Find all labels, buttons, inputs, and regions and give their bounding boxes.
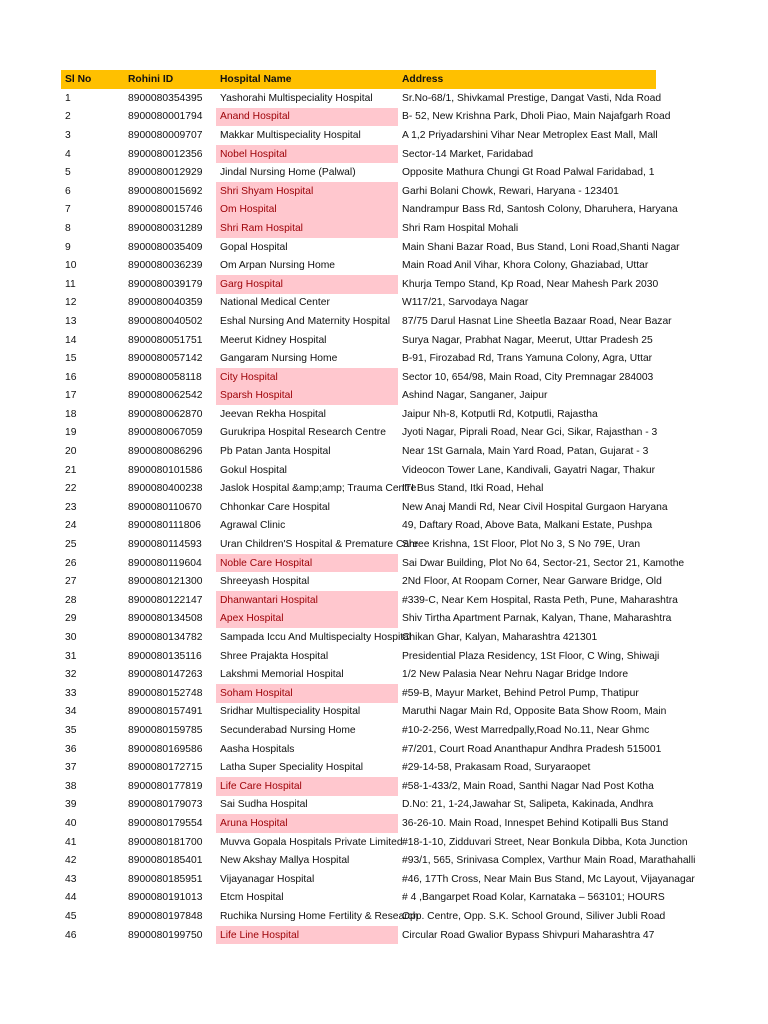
header-sl-no[interactable]: Sl No <box>61 70 124 89</box>
rohini-id-cell[interactable]: 8900080001794 <box>128 111 203 123</box>
hospital-name-cell[interactable]: Jaslok Hospital &amp;amp; Trauma Centre <box>220 483 417 495</box>
hospital-name-cell[interactable]: Meerut Kidney Hospital <box>220 334 327 346</box>
rohini-id-cell[interactable]: 8900080110670 <box>128 501 202 513</box>
table-row <box>61 108 656 127</box>
table-row <box>61 145 656 164</box>
rohini-id-cell[interactable]: 8900080009707 <box>128 129 203 141</box>
rohini-id-cell[interactable]: 8900080015692 <box>128 185 203 197</box>
table-row <box>61 796 656 815</box>
address-cell[interactable]: Opp. Centre, Opp. S.K. School Ground, Siliver Jubli Road <box>402 910 666 922</box>
table-row <box>61 665 656 684</box>
hospital-name-cell[interactable]: Lakshmi Memorial Hospital <box>220 669 344 681</box>
rohini-id-cell[interactable]: 8900080057142 <box>128 353 203 365</box>
table-row <box>61 628 656 647</box>
address-cell[interactable]: #339-C, Near Kem Hospital, Rasta Peth, Pune, Maharashtra <box>402 594 678 606</box>
hospital-name-cell[interactable]: Sridhar Multispeciality Hospital <box>220 706 361 718</box>
address-cell[interactable]: 87/75 Darul Hasnat Line Sheetla Bazaar Road, Near Bazar <box>402 315 672 327</box>
rohini-id-cell[interactable]: 8900080181700 <box>128 836 203 848</box>
hospital-spreadsheet <box>61 70 696 944</box>
hospital-name-cell[interactable]: Makkar Multispeciality Hospital <box>220 129 361 141</box>
hospital-name-cell[interactable]: Sampada Iccu And Multispecialty Hospital <box>220 632 412 644</box>
table-row <box>61 721 656 740</box>
rohini-id-cell[interactable]: 8900080067059 <box>128 427 203 439</box>
address-cell[interactable]: Sector-14 Market, Faridabad <box>402 148 534 160</box>
rohini-id-cell[interactable]: 8900080199750 <box>128 929 203 941</box>
sl-no-cell[interactable]: 25 <box>65 539 77 551</box>
hospital-name-cell[interactable]: Dhanwantari Hospital <box>216 591 398 610</box>
address-cell[interactable]: 2Nd Floor, At Roopam Corner, Near Garware Bridge, Old <box>402 576 662 588</box>
address-cell[interactable]: W117/21, Sarvodaya Nagar <box>402 297 529 309</box>
address-cell[interactable]: Jyoti Nagar, Piprali Road, Near Gci, Sikar, Rajasthan - 3 <box>402 427 658 439</box>
table-row <box>61 219 656 238</box>
table-row <box>61 517 656 536</box>
rohini-id-cell[interactable]: 8900080147263 <box>128 669 203 681</box>
table-row <box>61 479 656 498</box>
address-cell[interactable]: Shiv Tirtha Apartment Parnak, Kalyan, Thane, Maharashtra <box>402 613 672 625</box>
hospital-name-cell[interactable]: Aasha Hospitals <box>220 743 295 755</box>
table-row <box>61 610 656 629</box>
address-cell[interactable]: Opposite Mathura Chungi Gt Road Palwal Faridabad, 1 <box>402 167 655 179</box>
hospital-name-cell[interactable]: Ruchika Nursing Home Fertility & Research <box>220 910 419 922</box>
hospital-name-cell[interactable]: Uran Children'S Hospital & Premature Care <box>220 539 419 551</box>
hospital-name-cell[interactable]: Nobel Hospital <box>216 145 398 164</box>
address-cell[interactable]: Chikan Ghar, Kalyan, Maharashtra 421301 <box>402 632 598 644</box>
hospital-name-cell[interactable]: Apex Hospital <box>216 610 398 629</box>
header-address[interactable]: Address <box>398 70 656 89</box>
hospital-name-cell[interactable]: Sai Sudha Hospital <box>220 799 308 811</box>
table-row <box>61 684 656 703</box>
rohini-id-cell[interactable]: 8900080152748 <box>128 687 203 699</box>
sl-no-cell[interactable]: 6 <box>65 185 71 197</box>
table-row <box>61 572 656 591</box>
rohini-id-cell[interactable]: 8900080031289 <box>128 222 203 234</box>
table-row <box>61 777 656 796</box>
sl-no-cell[interactable]: 20 <box>65 446 77 458</box>
table-row <box>61 89 656 108</box>
table-row <box>61 256 656 275</box>
sl-no-cell[interactable]: 9 <box>65 241 71 253</box>
table-row <box>61 461 656 480</box>
rohini-id-cell[interactable]: 8900080134782 <box>128 632 203 644</box>
rohini-id-cell[interactable]: 8900080039179 <box>128 278 203 290</box>
table-row <box>61 331 656 350</box>
table-row <box>61 814 656 833</box>
table-body <box>61 89 696 944</box>
address-cell[interactable]: Shri Ram Hospital Mohali <box>402 222 519 234</box>
table-row <box>61 349 656 368</box>
address-cell[interactable]: Jaipur Nh-8, Kotputli Rd, Kotputli, Rajastha <box>402 408 598 420</box>
table-row <box>61 647 656 666</box>
sl-no-cell[interactable]: 14 <box>65 334 77 346</box>
sl-no-cell[interactable]: 34 <box>65 706 77 718</box>
rohini-id-cell[interactable]: 8900080086296 <box>128 446 203 458</box>
sl-no-cell[interactable]: 46 <box>65 929 77 941</box>
sl-no-cell[interactable]: 26 <box>65 557 77 569</box>
address-cell[interactable]: B- 52, New Krishna Park, Dholi Piao, Main Najafgarh Road <box>402 111 671 123</box>
address-cell[interactable]: Surya Nagar, Prabhat Nagar, Meerut, Uttar Pradesh 25 <box>402 334 653 346</box>
sl-no-cell[interactable]: 33 <box>65 687 77 699</box>
hospital-name-cell[interactable]: Life Line Hospital <box>216 926 398 945</box>
hospital-name-cell[interactable]: Gokul Hospital <box>220 464 287 476</box>
rohini-id-cell[interactable]: 8900080354395 <box>128 92 203 104</box>
hospital-name-cell[interactable]: Agrawal Clinic <box>220 520 286 532</box>
address-cell[interactable]: Ashind Nagar, Sanganer, Jaipur <box>402 390 548 402</box>
sl-no-cell[interactable]: 28 <box>65 594 77 606</box>
rohini-id-cell[interactable]: 8900080035409 <box>128 241 203 253</box>
sl-no-cell[interactable]: 4 <box>65 148 71 160</box>
address-cell[interactable]: Nandrampur Bass Rd, Santosh Colony, Dharuhera, Haryana <box>402 204 678 216</box>
address-cell[interactable]: Shree Krishna, 1St Floor, Plot No 3, S No 79E, Uran <box>402 539 641 551</box>
address-cell[interactable]: #93/1, 565, Srinivasa Complex, Varthur Main Road, Marathahalli <box>402 855 696 867</box>
rohini-id-cell[interactable]: 8900080111806 <box>128 520 201 532</box>
hospital-name-cell[interactable]: Yashorahi Multispeciality Hospital <box>220 92 373 104</box>
sl-no-cell[interactable]: 44 <box>65 892 77 904</box>
table-row <box>61 907 656 926</box>
address-cell[interactable]: Main Shani Bazar Road, Bus Stand, Loni Road,Shanti Nagar <box>402 241 680 253</box>
sl-no-cell[interactable]: 17 <box>65 390 77 402</box>
hospital-name-cell[interactable]: New Akshay Mallya Hospital <box>220 855 350 867</box>
address-cell[interactable]: 36-26-10. Main Road, Innespet Behind Kotipalli Bus Stand <box>402 817 669 829</box>
hospital-name-cell[interactable]: Anand Hospital <box>216 108 398 127</box>
hospital-table <box>61 70 696 944</box>
address-cell[interactable]: #29-14-58, Prakasam Road, Suryaraopet <box>402 762 591 774</box>
rohini-id-cell[interactable]: 8900080062870 <box>128 408 203 420</box>
table-row <box>61 591 656 610</box>
address-cell[interactable]: Presidential Plaza Residency, 1St Floor, C Wing, Shiwaji <box>402 650 660 662</box>
sl-no-cell[interactable]: 18 <box>65 408 77 420</box>
sl-no-cell[interactable]: 22 <box>65 483 77 495</box>
hospital-name-cell[interactable]: Pb Patan Janta Hospital <box>220 446 331 458</box>
hospital-name-cell[interactable]: Om Arpan Nursing Home <box>220 260 336 272</box>
table-row <box>61 201 656 220</box>
sl-no-cell[interactable]: 16 <box>65 371 77 383</box>
rohini-id-cell[interactable]: 8900080197848 <box>128 910 203 922</box>
hospital-name-cell[interactable]: Chhonkar Care Hospital <box>220 501 330 513</box>
hospital-name-cell[interactable]: Shree Prajakta Hospital <box>220 650 329 662</box>
address-cell[interactable]: Sector 10, 654/98, Main Road, City Premnagar 284003 <box>402 371 654 383</box>
address-cell[interactable]: #18-1-10, Zidduvari Street, Near Bonkula Dibba, Kota Junction <box>402 836 688 848</box>
sl-no-cell[interactable]: 29 <box>65 613 77 625</box>
hospital-name-cell[interactable]: Sparsh Hospital <box>216 387 398 406</box>
sl-no-cell[interactable]: 27 <box>65 576 77 588</box>
sl-no-cell[interactable]: 11 <box>65 278 76 290</box>
hospital-name-cell[interactable]: Eshal Nursing And Maternity Hospital <box>220 315 390 327</box>
hospital-name-cell[interactable]: National Medical Center <box>220 297 330 309</box>
hospital-name-cell[interactable]: Life Care Hospital <box>216 777 398 796</box>
sl-no-cell[interactable]: 38 <box>65 780 77 792</box>
address-cell[interactable]: ITI Bus Stand, Itki Road, Hehal <box>402 483 544 495</box>
rohini-id-cell[interactable]: 8900080185951 <box>128 873 203 885</box>
rohini-id-cell[interactable]: 8900080114593 <box>128 539 202 551</box>
rohini-id-cell[interactable]: 8900080040502 <box>128 315 203 327</box>
rohini-id-cell[interactable]: 8900080179073 <box>128 799 203 811</box>
table-row <box>61 294 656 313</box>
table-row <box>61 870 656 889</box>
rohini-id-cell[interactable]: 8900080015746 <box>128 204 203 216</box>
address-cell[interactable]: #58-1-433/2, Main Road, Santhi Nagar Nad Post Kotha <box>402 780 654 792</box>
address-cell[interactable]: 49, Daftary Road, Above Bata, Malkani Estate, Pushpa <box>402 520 653 532</box>
address-cell[interactable]: Sai Dwar Building, Plot No 64, Sector-21, Sector 21, Kamothe <box>402 557 685 569</box>
sl-no-cell[interactable]: 40 <box>65 817 77 829</box>
table-row <box>61 424 656 443</box>
hospital-name-cell[interactable]: Jindal Nursing Home (Palwal) <box>220 167 356 179</box>
address-cell[interactable]: Near 1St Garnala, Main Yard Road, Patan, Gujarat - 3 <box>402 446 649 458</box>
hospital-name-cell[interactable]: Muvva Gopala Hospitals Private Limited <box>220 836 403 848</box>
table-row <box>61 926 656 945</box>
address-cell[interactable]: Garhi Bolani Chowk, Rewari, Haryana - 123401 <box>402 185 619 197</box>
hospital-name-cell[interactable]: Jeevan Rekha Hospital <box>220 408 326 420</box>
header-hospital-name[interactable]: Hospital Name <box>216 70 398 89</box>
sl-no-cell[interactable]: 37 <box>65 762 77 774</box>
table-row <box>61 163 656 182</box>
address-cell[interactable]: #7/201, Court Road Ananthapur Andhra Pradesh 515001 <box>402 743 662 755</box>
sl-no-cell[interactable]: 1 <box>65 92 71 104</box>
sl-no-cell[interactable]: 31 <box>65 650 77 662</box>
sl-no-cell[interactable]: 39 <box>65 799 77 811</box>
sl-no-cell[interactable]: 42 <box>65 855 77 867</box>
rohini-id-cell[interactable]: 8900080400238 <box>128 483 203 495</box>
address-cell[interactable]: # 4 ,Bangarpet Road Kolar, Karnataka – 563101; HOURS <box>402 892 665 904</box>
address-cell[interactable]: 1/2 New Palasia Near Nehru Nagar Bridge Indore <box>402 669 629 681</box>
table-row <box>61 889 656 908</box>
hospital-name-cell[interactable]: Vijayanagar Hospital <box>220 873 315 885</box>
rohini-id-cell[interactable]: 8900080177819 <box>128 780 203 792</box>
table-row <box>61 387 656 406</box>
table-row <box>61 758 656 777</box>
rohini-id-cell[interactable]: 8900080191013 <box>128 892 203 904</box>
hospital-name-cell[interactable]: Noble Care Hospital <box>216 554 398 573</box>
address-cell[interactable]: #46, 17Th Cross, Near Main Bus Stand, Mc Layout, Vijayanagar <box>402 873 695 885</box>
rohini-id-cell[interactable]: 8900080119604 <box>128 557 202 569</box>
address-cell[interactable]: D.No: 21, 1-24,Jawahar St, Salipeta, Kakinada, Andhra <box>402 799 654 811</box>
rohini-id-cell[interactable]: 8900080134508 <box>128 613 203 625</box>
address-cell[interactable]: Main Road Anil Vihar, Khora Colony, Ghaziabad, Uttar <box>402 260 649 272</box>
address-cell[interactable]: New Anaj Mandi Rd, Near Civil Hospital Gurgaon Haryana <box>402 501 668 513</box>
sl-no-cell[interactable]: 13 <box>65 315 77 327</box>
sl-no-cell[interactable]: 23 <box>65 501 77 513</box>
rohini-id-cell[interactable]: 8900080040359 <box>128 297 203 309</box>
address-cell[interactable]: B-91, Firozabad Rd, Trans Yamuna Colony, Agra, Uttar <box>402 353 653 365</box>
hospital-name-cell[interactable]: Etcm Hospital <box>220 892 284 904</box>
table-row <box>61 312 656 331</box>
table-row <box>61 535 656 554</box>
hospital-name-cell[interactable]: City Hospital <box>216 368 398 387</box>
rohini-id-cell[interactable]: 8900080012929 <box>128 167 203 179</box>
table-row <box>61 554 656 573</box>
sl-no-cell[interactable]: 7 <box>65 204 71 216</box>
sl-no-cell[interactable]: 10 <box>65 260 77 272</box>
hospital-name-cell[interactable]: Secunderabad Nursing Home <box>220 724 356 736</box>
address-cell[interactable]: Circular Road Gwalior Bypass Shivpuri Maharashtra 47 <box>402 929 655 941</box>
rohini-id-cell[interactable]: 8900080012356 <box>128 148 203 160</box>
rohini-id-cell[interactable]: 8900080062542 <box>128 390 203 402</box>
rohini-id-cell[interactable]: 8900080036239 <box>128 260 203 272</box>
table-row <box>61 498 656 517</box>
hospital-name-cell[interactable]: Shreeyash Hospital <box>220 576 310 588</box>
sl-no-cell[interactable]: 3 <box>65 129 71 141</box>
rohini-id-cell[interactable]: 8900080185401 <box>128 855 203 867</box>
sl-no-cell[interactable]: 21 <box>65 464 77 476</box>
address-cell[interactable]: A 1,2 Priyadarshini Vihar Near Metroplex East Mall, Mall <box>402 129 658 141</box>
address-cell[interactable]: Sr.No-68/1, Shivkamal Prestige, Dangat Vasti, Nda Road <box>402 92 662 104</box>
hospital-name-cell[interactable]: Latha Super Speciality Hospital <box>220 762 364 774</box>
sl-no-cell[interactable]: 15 <box>65 353 77 365</box>
table-row <box>61 703 656 722</box>
hospital-name-cell[interactable]: Om Hospital <box>216 201 398 220</box>
sl-no-cell[interactable]: 2 <box>65 111 71 123</box>
table-row <box>61 126 656 145</box>
hospital-name-cell[interactable]: Garg Hospital <box>216 275 398 294</box>
sl-no-cell[interactable]: 36 <box>65 743 77 755</box>
hospital-name-cell[interactable]: Shri Shyam Hospital <box>216 182 398 201</box>
sl-no-cell[interactable]: 24 <box>65 520 77 532</box>
rohini-id-cell[interactable]: 8900080179554 <box>128 817 203 829</box>
sl-no-cell[interactable]: 45 <box>65 910 77 922</box>
header-row <box>61 70 656 89</box>
hospital-name-cell[interactable]: Gangaram Nursing Home <box>220 353 338 365</box>
table-row <box>61 405 656 424</box>
table-row <box>61 442 656 461</box>
rohini-id-cell[interactable]: 8900080051751 <box>128 334 203 346</box>
table-row <box>61 740 656 759</box>
table-row <box>61 275 656 294</box>
hospital-name-cell[interactable]: Gurukripa Hospital Research Centre <box>220 427 386 439</box>
rohini-id-cell[interactable]: 8900080157491 <box>128 706 203 718</box>
header-rohini-id[interactable]: Rohini ID <box>124 70 216 89</box>
sl-no-cell[interactable]: 30 <box>65 632 77 644</box>
rohini-id-cell[interactable]: 8900080101586 <box>128 464 203 476</box>
address-cell[interactable]: #10-2-256, West Marredpally,Road No.11, Near Ghmc <box>402 724 650 736</box>
rohini-id-cell[interactable]: 8900080172715 <box>128 762 203 774</box>
rohini-id-cell[interactable]: 8900080169586 <box>128 743 203 755</box>
rohini-id-cell[interactable]: 8900080121300 <box>128 576 203 588</box>
sl-no-cell[interactable]: 35 <box>65 724 77 736</box>
hospital-name-cell[interactable]: Gopal Hospital <box>220 241 288 253</box>
sl-no-cell[interactable]: 32 <box>65 669 77 681</box>
sl-no-cell[interactable]: 12 <box>65 297 77 309</box>
rohini-id-cell[interactable]: 8900080159785 <box>128 724 203 736</box>
hospital-name-cell[interactable]: Shri Ram Hospital <box>216 219 398 238</box>
rohini-id-cell[interactable]: 8900080135116 <box>128 650 202 662</box>
address-cell[interactable]: #59-B, Mayur Market, Behind Petrol Pump, Thatipur <box>402 687 639 699</box>
sl-no-cell[interactable]: 5 <box>65 167 71 179</box>
rohini-id-cell[interactable]: 8900080122147 <box>128 594 203 606</box>
sl-no-cell[interactable]: 43 <box>65 873 77 885</box>
table-row <box>61 851 656 870</box>
hospital-name-cell[interactable]: Aruna Hospital <box>216 814 398 833</box>
table-row <box>61 833 656 852</box>
address-cell[interactable]: Khurja Tempo Stand, Kp Road, Near Mahesh Park 2030 <box>402 278 659 290</box>
rohini-id-cell[interactable]: 8900080058118 <box>128 371 202 383</box>
sl-no-cell[interactable]: 19 <box>65 427 77 439</box>
table-row <box>61 182 656 201</box>
hospital-name-cell[interactable]: Soham Hospital <box>216 684 398 703</box>
sl-no-cell[interactable]: 41 <box>65 836 77 848</box>
address-cell[interactable]: Maruthi Nagar Main Rd, Opposite Bata Show Room, Main <box>402 706 667 718</box>
address-cell[interactable]: Videocon Tower Lane, Kandivali, Gayatri Nagar, Thakur <box>402 464 655 476</box>
sl-no-cell[interactable]: 8 <box>65 222 71 234</box>
table-row <box>61 368 656 387</box>
table-row <box>61 238 656 257</box>
